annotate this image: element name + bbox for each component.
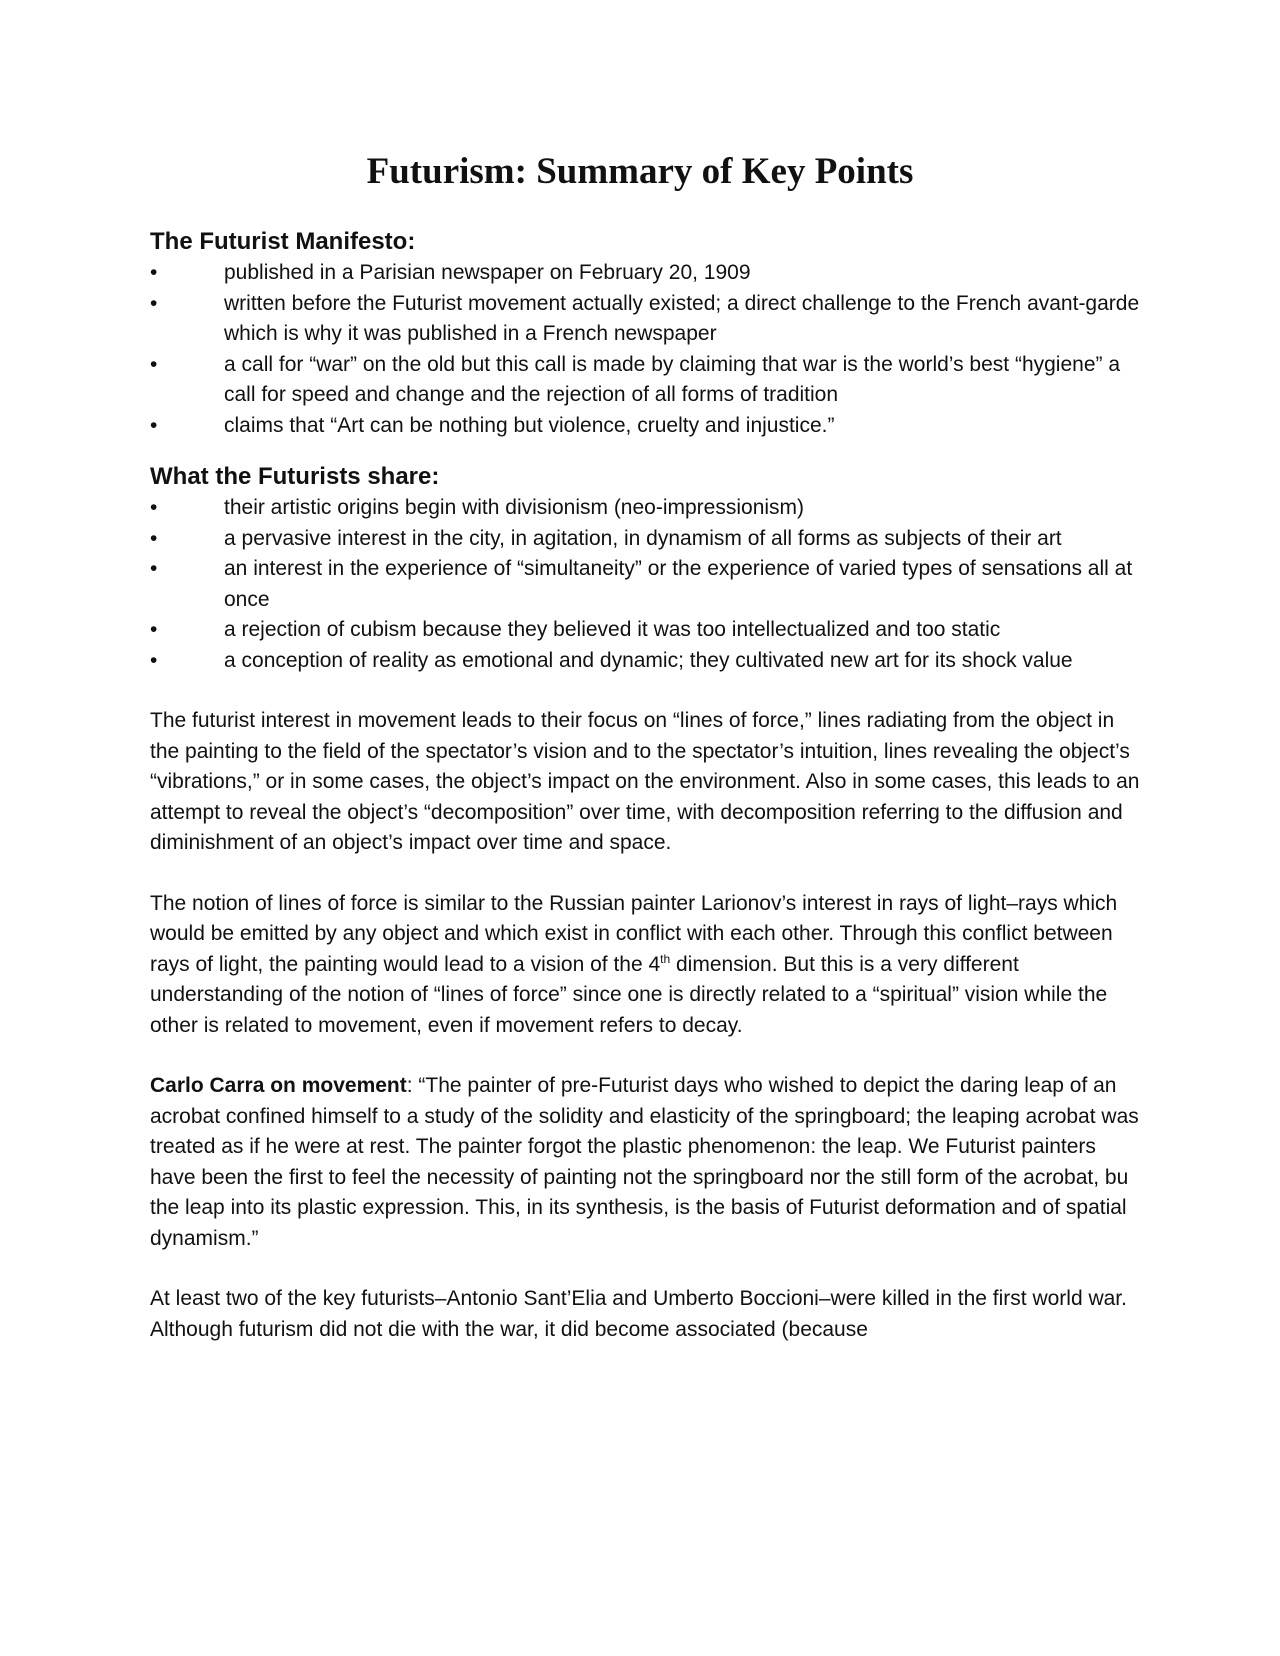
list-item: [150, 258, 1140, 289]
list-item: [150, 411, 1140, 442]
bullet-icon: •: [150, 526, 158, 550]
section-heading-shared: What the Futurists share:: [150, 463, 440, 490]
list-item: [150, 493, 1140, 524]
paragraph-text: The notion of lines of force is similar to the Russian painter Larionov’s interest in rays of light–rays which would be emitted by any object and which exist in conflict with each other. Through this conflict between rays of light, the painting would lead to a vision of the 4: [150, 891, 1118, 976]
bullet-icon: •: [150, 618, 158, 641]
paragraph-carra-quote: [150, 1071, 1140, 1254]
bullet-icon: •: [150, 557, 158, 580]
bullet-list-manifesto: [150, 258, 1140, 441]
list-item-text: a call for “war” on the old but this call is made by claiming that war is the world’s best “hygiene” a call for speed and change and the rejection of all forms of tradition: [224, 352, 1121, 406]
page-title: Futurism: Summary of Key Points: [366, 151, 914, 192]
paragraph-lines-of-force: The futurist interest in movement leads to their focus on “lines of force,” lines radiating from the object in the painting to the field of the spectator’s vision and to the spectator’s intuition, lines revealing the object’s “vibrations,” or in some cases, the object’s impact on the environment. Also in some cases, this leads to an attempt to reveal the object’s “decomposition” over time, with decomposition referring to the diffusion and diminishment of an object’s impact over time and space.: [150, 709, 1140, 854]
list-item-text: their artistic origins begin with divisionism (neo-impressionism): [224, 496, 805, 519]
bold-lead: Carlo Carra on movement: [150, 1074, 407, 1097]
list-item: [150, 289, 1140, 350]
bullet-list-shared: [150, 493, 1140, 676]
list-item: [150, 350, 1140, 411]
paragraph-text: dimension. But this is a very different understanding of the notion of “lines of force” since one is directly related to a “spiritual” vision while the other is related to movement, even if movement refers to decay.: [150, 952, 1108, 1037]
list-item-text: a pervasive interest in the city, in agitation, in dynamism of all forms as subjects of their art: [224, 526, 1062, 550]
bullet-icon: •: [150, 291, 158, 315]
bullet-icon: •: [150, 496, 158, 519]
list-item-text: published in a Parisian newspaper on February 20, 1909: [224, 261, 751, 284]
superscript: th: [660, 951, 671, 966]
bullet-icon: •: [150, 261, 158, 284]
bullet-icon: •: [150, 413, 158, 437]
paragraph-war: At least two of the key futurists–Antonio Sant’Elia and Umberto Boccioni–were killed in the first world war. Although futurism did not die with the war, it did become associated (because: [150, 1287, 1127, 1341]
bullet-icon: •: [150, 352, 158, 376]
paragraph-text: : “The painter of pre-Futurist days who wished to depict the daring leap of an acrobat confined himself to a study of the solidity and elasticity of the springboard; the leaping acrobat was treated as if he were at rest. The painter forgot the plastic phenomenon: the leap. We Futurist painters have been the first to feel the necessity of painting not the springboard nor the still form of the acrobat, bu the leap into its plastic expression. This, in its synthesis, is the basis of Futurist deformation and of spatial dynamism.”: [150, 1074, 1139, 1250]
list-item: [150, 554, 1140, 615]
section-heading-manifesto: The Futurist Manifesto:: [150, 228, 416, 255]
list-item: [150, 615, 1140, 646]
list-item-text: a conception of reality as emotional and dynamic; they cultivated new art for its shock value: [224, 648, 1073, 672]
list-item-text: claims that “Art can be nothing but violence, cruelty and injustice.”: [224, 413, 835, 437]
list-item: [150, 524, 1140, 555]
list-item-text: written before the Futurist movement actually existed; a direct challenge to the French avant-garde which is why it was published in a French newspaper: [224, 291, 1140, 345]
bullet-icon: •: [150, 648, 158, 672]
document-body: [150, 226, 1140, 1345]
paragraph-larionov: [150, 889, 1140, 1042]
list-item-text: an interest in the experience of “simultaneity” or the experience of varied types of sensations all at once: [224, 557, 1133, 611]
list-item-text: a rejection of cubism because they believed it was too intellectualized and too static: [224, 618, 1001, 641]
list-item: [150, 646, 1140, 677]
